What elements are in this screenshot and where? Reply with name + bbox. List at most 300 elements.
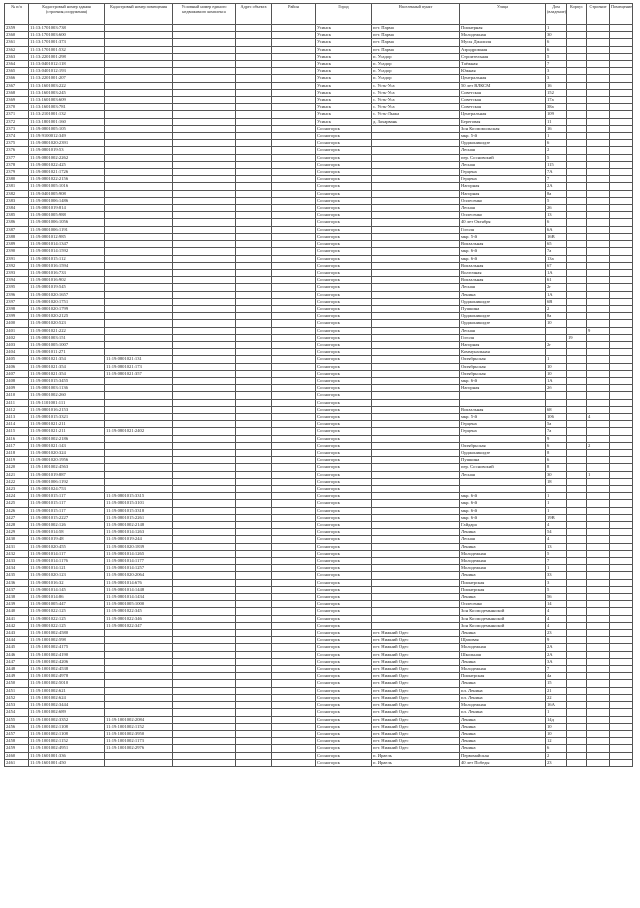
cell-building-cadastral: 11:19:1601001:336 — [29, 752, 105, 759]
cell-city: Сосногорск — [316, 356, 372, 363]
cell-address — [236, 500, 272, 507]
cell-korpus — [567, 558, 587, 565]
cell-index: 2417 — [5, 442, 29, 449]
cell-room — [610, 723, 633, 730]
cell-district — [272, 219, 316, 226]
cell-settlement — [372, 421, 460, 428]
cell-building — [587, 363, 610, 370]
cell-street: Вокзальная — [460, 406, 546, 413]
cell-room — [610, 327, 633, 334]
cell-building: 9 — [587, 327, 610, 334]
cell-room — [610, 291, 633, 298]
table-row — [5, 759, 633, 766]
cell-city: Сосногорск — [316, 486, 372, 493]
cell-building — [587, 320, 610, 327]
cell-building — [587, 89, 610, 96]
cell-room — [610, 630, 633, 637]
cell-building-cadastral: 11:19:0801019:814 — [29, 205, 105, 212]
cell-district — [272, 212, 316, 219]
cell-house: 1 — [546, 493, 567, 500]
cell-city: Сосногорск — [316, 255, 372, 262]
cell-house: 4 — [546, 608, 567, 615]
cell-city: Сосногорск — [316, 363, 372, 370]
cell-building — [587, 486, 610, 493]
cell-room-cadastral — [105, 75, 173, 82]
cell-korpus — [567, 644, 587, 651]
cell-street: Молодежная — [460, 558, 546, 565]
cell-city: Усинск — [316, 118, 372, 125]
table-row — [5, 320, 633, 327]
cell-building — [587, 543, 610, 550]
cell-complex-number — [173, 514, 236, 521]
cell-city: Сосногорск — [316, 752, 372, 759]
cell-room-cadastral — [105, 53, 173, 60]
cell-building — [587, 464, 610, 471]
cell-building-cadastral: 11:13:1601003:245 — [29, 89, 105, 96]
cell-city: Сосногорск — [316, 630, 372, 637]
cell-korpus — [567, 514, 587, 521]
cell-korpus — [567, 176, 587, 183]
cell-settlement: пгт. Нижний Одес — [372, 709, 460, 716]
cell-building-cadastral: 11:19:0801020:1956 — [29, 457, 105, 464]
cell-complex-number — [173, 32, 236, 39]
cell-settlement: пгт. Нижний Одес — [372, 651, 460, 658]
cell-district — [272, 694, 316, 701]
cell-korpus — [567, 565, 587, 572]
cell-house — [546, 486, 567, 493]
cell-building — [587, 594, 610, 601]
cell-city: Сосногорск — [316, 421, 372, 428]
cell-street: 40 лет Октября — [460, 219, 546, 226]
cell-room — [610, 399, 633, 406]
cell-index: 2360 — [5, 32, 29, 39]
cell-district — [272, 233, 316, 240]
cell-complex-number — [173, 190, 236, 197]
cell-room — [610, 53, 633, 60]
cell-building — [587, 622, 610, 629]
cell-building — [587, 738, 610, 745]
cell-room-cadastral — [105, 133, 173, 140]
cell-building — [587, 298, 610, 305]
cell-building-cadastral: 11:13:2101001:132 — [29, 111, 105, 118]
table-row — [5, 255, 633, 262]
cell-settlement — [372, 370, 460, 377]
cell-korpus — [567, 702, 587, 709]
cell-korpus — [567, 82, 587, 89]
cell-korpus — [567, 197, 587, 204]
cell-index: 2403 — [5, 341, 29, 348]
cell-district — [272, 349, 316, 356]
cell-street: Вокзальная — [460, 262, 546, 269]
cell-city: Сосногорск — [316, 723, 372, 730]
cell-building-cadastral: 11:19:0801022:125 — [29, 622, 105, 629]
cell-korpus — [567, 745, 587, 752]
table-row — [5, 486, 633, 493]
cell-city: Сосногорск — [316, 716, 372, 723]
cell-district — [272, 666, 316, 673]
cell-district — [272, 161, 316, 168]
cell-korpus — [567, 442, 587, 449]
cell-street: Советская — [460, 104, 546, 111]
cell-street: пл. Ленина — [460, 694, 546, 701]
cell-korpus — [567, 284, 587, 291]
cell-building-cadastral: 11:19:0801002:126 — [29, 522, 105, 529]
cell-city: Сосногорск — [316, 507, 372, 514]
cell-room-cadastral: 11:19:0801022:346 — [105, 615, 173, 622]
cell-building-cadastral: 11:19:0801015:2227 — [29, 514, 105, 521]
cell-korpus — [567, 233, 587, 240]
cell-building-cadastral: 11:19:1001002:4951 — [29, 745, 105, 752]
cell-address — [236, 140, 272, 147]
cell-index: 2387 — [5, 226, 29, 233]
cell-complex-number — [173, 334, 236, 341]
cell-street: Ленина — [460, 630, 546, 637]
cell-city: Усинск — [316, 82, 372, 89]
cell-district — [272, 226, 316, 233]
cell-city: Сосногорск — [316, 154, 372, 161]
cell-room — [610, 349, 633, 356]
cell-house: 1 — [546, 133, 567, 140]
cell-complex-number — [173, 543, 236, 550]
cell-city: Сосногорск — [316, 457, 372, 464]
cell-room-cadastral — [105, 341, 173, 348]
cell-district — [272, 449, 316, 456]
cell-room — [610, 226, 633, 233]
cell-building — [587, 601, 610, 608]
cell-index: 2450 — [5, 680, 29, 687]
cell-address — [236, 536, 272, 543]
cell-address — [236, 169, 272, 176]
cell-address — [236, 630, 272, 637]
cell-room — [610, 147, 633, 154]
cell-house: 106 — [546, 413, 567, 420]
cell-city: Сосногорск — [316, 147, 372, 154]
cell-index: 2400 — [5, 320, 29, 327]
cell-room-cadastral: 11:19:0801014:1257 — [105, 565, 173, 572]
cell-room-cadastral — [105, 651, 173, 658]
cell-complex-number — [173, 709, 236, 716]
cell-room — [610, 111, 633, 118]
cell-address — [236, 601, 272, 608]
cell-building-cadastral: 11:19:0801020:2125 — [29, 313, 105, 320]
cell-house: 14 — [546, 601, 567, 608]
cell-address — [236, 154, 272, 161]
cell-settlement: пгт. Нижний Одес — [372, 644, 460, 651]
cell-building-cadastral: 11:19:0801021:143 — [29, 442, 105, 449]
cell-room-cadastral — [105, 349, 173, 356]
cell-street: мкр. 6-й — [460, 514, 546, 521]
cell-room — [610, 262, 633, 269]
table-header-row — [5, 4, 633, 25]
cell-building — [587, 334, 610, 341]
cell-street: Советская — [460, 97, 546, 104]
cell-korpus — [567, 269, 587, 276]
cell-building — [587, 97, 610, 104]
cell-house: 9 — [546, 435, 567, 442]
cell-street: Октябрьская — [460, 442, 546, 449]
cell-settlement — [372, 125, 460, 132]
cell-index: 2362 — [5, 46, 29, 53]
cell-room — [610, 730, 633, 737]
cell-city: Сосногорск — [316, 385, 372, 392]
cell-district — [272, 154, 316, 161]
cell-city: Сосногорск — [316, 449, 372, 456]
cell-address — [236, 421, 272, 428]
cell-index: 2429 — [5, 529, 29, 536]
cell-address — [236, 269, 272, 276]
cell-house: 10 — [546, 370, 567, 377]
table-body — [5, 25, 633, 767]
cell-index: 2382 — [5, 190, 29, 197]
cell-district — [272, 32, 316, 39]
cell-complex-number — [173, 284, 236, 291]
table-row — [5, 457, 633, 464]
cell-room-cadastral — [105, 334, 173, 341]
cell-room — [610, 565, 633, 572]
cell-korpus — [567, 500, 587, 507]
cell-index: 2448 — [5, 666, 29, 673]
cell-street: Молодежная — [460, 32, 546, 39]
cell-building-cadastral: 11:13:1701001:532 — [29, 46, 105, 53]
table-row — [5, 46, 633, 53]
cell-city: Сосногорск — [316, 730, 372, 737]
cell-complex-number — [173, 104, 236, 111]
cell-city: Сосногорск — [316, 637, 372, 644]
cell-address — [236, 219, 272, 226]
cell-settlement: с. Усть-Уса — [372, 82, 460, 89]
cell-room — [610, 615, 633, 622]
cell-district — [272, 500, 316, 507]
cell-district — [272, 464, 316, 471]
cell-building-cadastral: 11:19:1001002:1108 — [29, 730, 105, 737]
cell-street: пл. Ленина — [460, 709, 546, 716]
cell-building — [587, 277, 610, 284]
table-row — [5, 550, 633, 557]
cell-district — [272, 601, 316, 608]
cell-complex-number — [173, 125, 236, 132]
cell-complex-number — [173, 133, 236, 140]
cell-complex-number — [173, 565, 236, 572]
cell-street: Ленина — [460, 723, 546, 730]
cell-index: 2430 — [5, 536, 29, 543]
cell-house: 115 — [546, 161, 567, 168]
cell-building-cadastral: 11:19:1001002:4563 — [29, 464, 105, 471]
cell-korpus — [567, 522, 587, 529]
cell-district — [272, 298, 316, 305]
cell-building — [587, 500, 610, 507]
cell-room-cadastral — [105, 190, 173, 197]
cell-city: Сосногорск — [316, 529, 372, 536]
cell-building-cadastral: 11:19:0401005:908 — [29, 190, 105, 197]
cell-index: 2460 — [5, 752, 29, 759]
table-row — [5, 212, 633, 219]
cell-house: 10 — [546, 723, 567, 730]
cell-city: Сосногорск — [316, 709, 372, 716]
table-row — [5, 428, 633, 435]
cell-building-cadastral: 11:19:0801005:1007 — [29, 341, 105, 348]
cell-building — [587, 190, 610, 197]
table-row — [5, 666, 633, 673]
cell-settlement — [372, 377, 460, 384]
cell-house: 7 — [546, 666, 567, 673]
cell-settlement: пгт. Парма — [372, 39, 460, 46]
cell-settlement — [372, 269, 460, 276]
cell-building-cadastral: 11:19:0801022:125 — [29, 615, 105, 622]
cell-complex-number — [173, 723, 236, 730]
cell-index: 2409 — [5, 385, 29, 392]
cell-building — [587, 284, 610, 291]
cell-room-cadastral — [105, 197, 173, 204]
cell-room-cadastral — [105, 658, 173, 665]
table-row — [5, 730, 633, 737]
cell-complex-number — [173, 630, 236, 637]
cell-house — [546, 349, 567, 356]
cell-street: Зон Космодемьянской — [460, 622, 546, 629]
cell-building-cadastral: 11:13:1701001:373 — [29, 39, 105, 46]
cell-house: 4 — [546, 536, 567, 543]
cell-settlement: п. Усадор — [372, 75, 460, 82]
cell-room-cadastral — [105, 320, 173, 327]
table-row — [5, 615, 633, 622]
cell-complex-number — [173, 687, 236, 694]
cell-building-cadastral: 11:19:0801002:260 — [29, 392, 105, 399]
cell-building — [587, 104, 610, 111]
cell-building — [587, 730, 610, 737]
cell-room — [610, 413, 633, 420]
cell-complex-number — [173, 615, 236, 622]
cell-city: Усинск — [316, 75, 372, 82]
cell-city: Сосногорск — [316, 536, 372, 543]
cell-room — [610, 493, 633, 500]
cell-index: 2438 — [5, 594, 29, 601]
cell-building-cadastral: 11:19:0801014:1347 — [29, 241, 105, 248]
cell-address — [236, 442, 272, 449]
table-row — [5, 269, 633, 276]
cell-settlement — [372, 399, 460, 406]
table-row — [5, 536, 633, 543]
cell-house: 3 — [546, 579, 567, 586]
cell-district — [272, 745, 316, 752]
cell-city: Сосногорск — [316, 514, 372, 521]
cell-complex-number — [173, 637, 236, 644]
cell-room-cadastral: 11:19:0801020:2064 — [105, 572, 173, 579]
cell-address — [236, 730, 272, 737]
table-row — [5, 97, 633, 104]
cell-address — [236, 723, 272, 730]
cell-settlement — [372, 248, 460, 255]
cell-house: 8а — [546, 190, 567, 197]
cell-settlement — [372, 572, 460, 579]
cell-building-cadastral: 11:13:1801001:160 — [29, 118, 105, 125]
cell-settlement — [372, 413, 460, 420]
cell-address — [236, 53, 272, 60]
cell-index: 2418 — [5, 449, 29, 456]
cell-house: 2 — [546, 305, 567, 312]
cell-korpus — [567, 666, 587, 673]
cell-building-cadastral: 11:19:0801005:988 — [29, 212, 105, 219]
cell-korpus — [567, 140, 587, 147]
cell-korpus — [567, 255, 587, 262]
cell-building — [587, 579, 610, 586]
cell-address — [236, 176, 272, 183]
cell-building — [587, 111, 610, 118]
cell-building-cadastral: 11:19:0801003:151 — [29, 334, 105, 341]
cell-street: Октябрьская — [460, 370, 546, 377]
cell-settlement — [372, 550, 460, 557]
cell-complex-number — [173, 176, 236, 183]
cell-complex-number — [173, 745, 236, 752]
cell-complex-number — [173, 673, 236, 680]
cell-district — [272, 183, 316, 190]
cell-building-cadastral: 11:19:0801022:125 — [29, 608, 105, 615]
cell-city: Сосногорск — [316, 428, 372, 435]
cell-room — [610, 442, 633, 449]
cell-street: Герцена — [460, 421, 546, 428]
cell-house: 4 — [546, 622, 567, 629]
cell-street: Молодежная — [460, 565, 546, 572]
cell-complex-number — [173, 702, 236, 709]
cell-complex-number — [173, 75, 236, 82]
cell-complex-number — [173, 680, 236, 687]
cell-address — [236, 594, 272, 601]
cell-index: 2447 — [5, 658, 29, 665]
cell-building — [587, 61, 610, 68]
cell-district — [272, 608, 316, 615]
cell-street: Зон Космодемьянской — [460, 615, 546, 622]
header-room: Помещение — [610, 4, 633, 25]
cell-room-cadastral: 11:19:0801015:3315 — [105, 493, 173, 500]
cell-building-cadastral: 11:19:0801015:3455 — [29, 377, 105, 384]
cell-city: Сосногорск — [316, 133, 372, 140]
cell-room — [610, 550, 633, 557]
cell-address — [236, 82, 272, 89]
cell-building-cadastral: 11:13:2201001:207 — [29, 75, 105, 82]
cell-room-cadastral — [105, 457, 173, 464]
cell-room-cadastral: 11:19:0801022:345 — [105, 608, 173, 615]
cell-index: 2397 — [5, 298, 29, 305]
cell-complex-number — [173, 478, 236, 485]
cell-room — [610, 334, 633, 341]
cell-house: 9 — [546, 637, 567, 644]
cell-settlement — [372, 169, 460, 176]
cell-building-cadastral: 11:19:0801020:1751 — [29, 298, 105, 305]
cell-complex-number — [173, 320, 236, 327]
cell-index: 2366 — [5, 75, 29, 82]
cell-city: Сосногорск — [316, 478, 372, 485]
cell-district — [272, 46, 316, 53]
cell-district — [272, 709, 316, 716]
cell-index: 2458 — [5, 738, 29, 745]
cell-room-cadastral — [105, 471, 173, 478]
cell-room — [610, 471, 633, 478]
table-row — [5, 277, 633, 284]
cell-city: Сосногорск — [316, 248, 372, 255]
cell-district — [272, 421, 316, 428]
cell-index: 2375 — [5, 140, 29, 147]
cell-complex-number — [173, 262, 236, 269]
cell-building — [587, 457, 610, 464]
cell-city: Сосногорск — [316, 399, 372, 406]
cell-index: 2390 — [5, 248, 29, 255]
cell-index: 2363 — [5, 53, 29, 60]
cell-address — [236, 75, 272, 82]
cell-district — [272, 759, 316, 766]
cell-building-cadastral: 11:19:0801006:1056 — [29, 219, 105, 226]
cell-index: 2383 — [5, 197, 29, 204]
cell-address — [236, 298, 272, 305]
cell-building — [587, 82, 610, 89]
cell-korpus — [567, 601, 587, 608]
